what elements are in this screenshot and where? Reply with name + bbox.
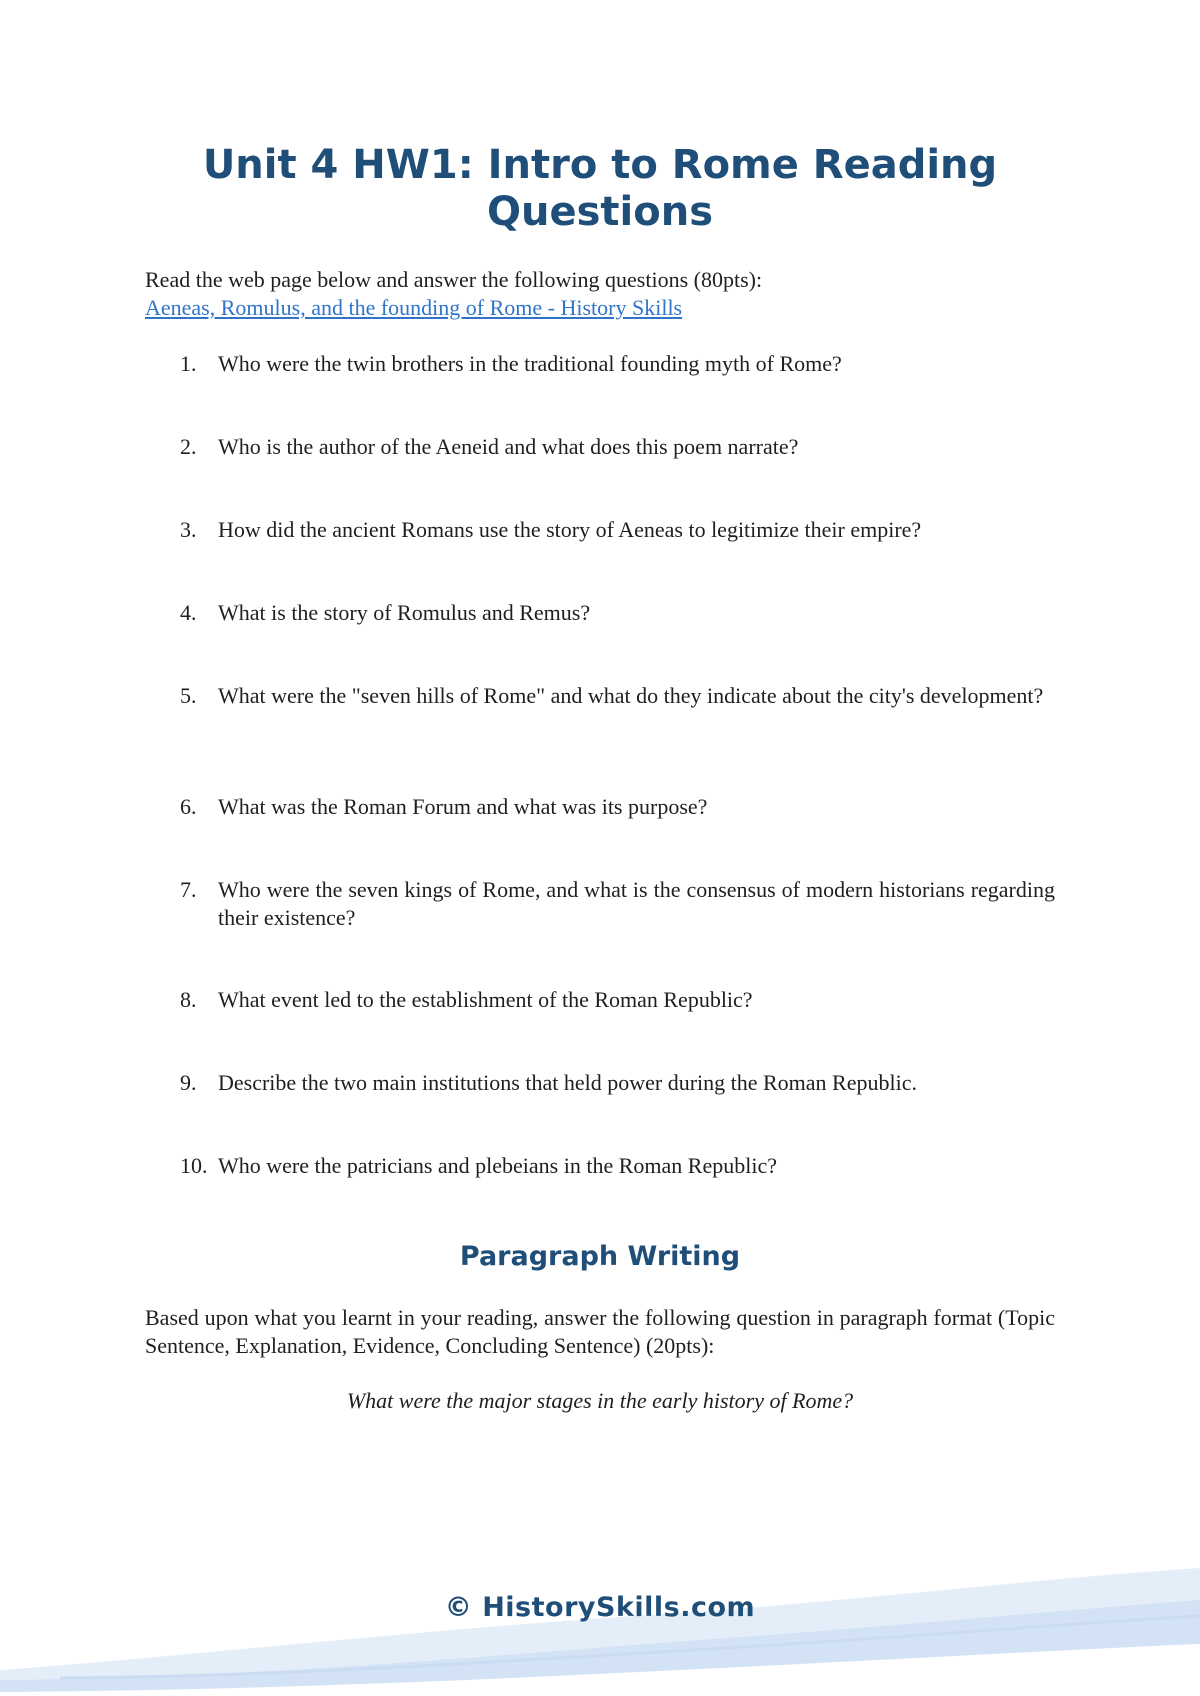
question-number: 5. [180,683,197,708]
footer-copyright: © HistorySkills.com [444,1592,756,1623]
question-text: What event led to the establishment of the Roman Republic? [218,987,753,1012]
question-number: 2. [180,434,197,459]
intro-paragraph [145,266,1055,322]
question-number: 1. [180,351,197,376]
question-number: 8. [180,987,197,1012]
question-text: Who were the twin brothers in the traditional founding myth of Rome? [218,351,842,376]
question-text: What is the story of Romulus and Remus? [218,600,591,625]
footer-wave-decoration [0,1560,1200,1696]
question-text: How did the ancient Romans use the story of Aeneas to legitimize their empire? [218,517,922,542]
section-heading: Paragraph Writing [459,1241,741,1272]
question-text: Who were the seven kings of Rome, and what is the consensus of modern historians regarding their existence? [218,877,1055,930]
question-text: Who is the author of the Aeneid and what does this poem narrate? [218,434,799,459]
question-text: Who were the patricians and plebeians in the Roman Republic? [218,1153,777,1178]
question-number: 9. [180,1070,197,1095]
question-number: 3. [180,517,197,542]
essay-prompt: What were the major stages in the early history of Rome? [346,1388,854,1413]
source-link[interactable]: Aeneas, Romulus, and the founding of Rome - History Skills [145,295,683,320]
paragraph-instructions: Based upon what you learnt in your reading, answer the following question in paragraph format (Topic Sentence, Explanation, Evidence, Concluding Sentence) (20pts): [145,1305,1055,1358]
question-number: 4. [180,600,197,625]
question-text: Describe the two main institutions that held power during the Roman Republic. [218,1070,917,1095]
question-text: What was the Roman Forum and what was its purpose? [218,794,708,819]
question-number: 10. [180,1153,208,1178]
question-text: What were the "seven hills of Rome" and what do they indicate about the city's development? [218,683,1044,708]
question-number: 6. [180,794,197,819]
intro-text: Read the web page below and answer the following questions (80pts): [145,267,763,292]
question-number: 7. [180,877,197,902]
page-title: Unit 4 HW1: Intro to Rome Reading Questions [202,142,998,235]
